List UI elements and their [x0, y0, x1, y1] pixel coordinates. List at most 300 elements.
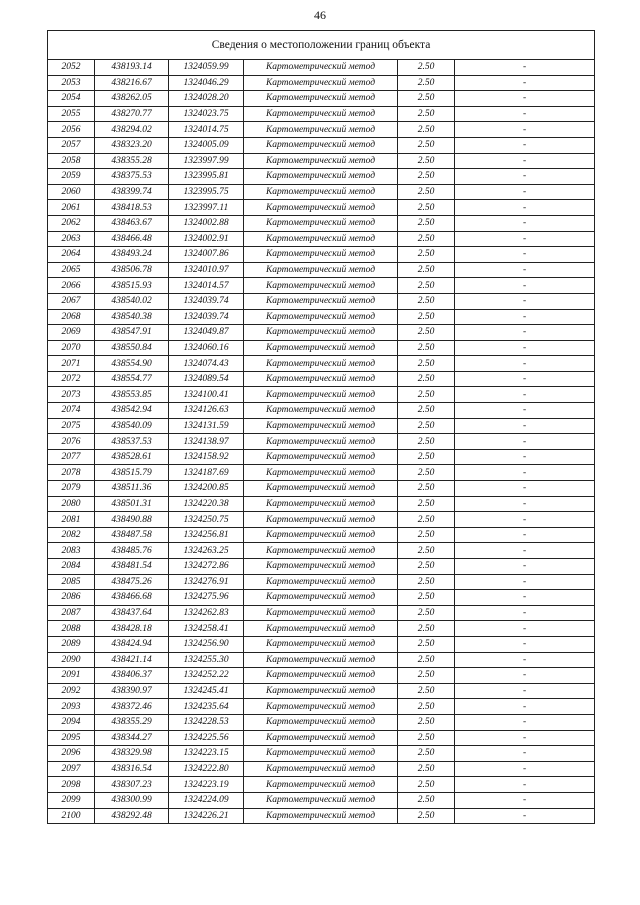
accuracy-cell: 2.50: [398, 777, 455, 793]
x-coordinate-cell: 438554.90: [95, 356, 169, 372]
method-cell: Картометрический метод: [244, 559, 398, 575]
y-coordinate-cell: 1323997.99: [169, 153, 244, 169]
accuracy-cell: 2.50: [398, 465, 455, 481]
accuracy-cell: 2.50: [398, 636, 455, 652]
y-coordinate-cell: 1324228.53: [169, 714, 244, 730]
method-cell: Картометрический метод: [244, 371, 398, 387]
point-number-cell: 2084: [48, 559, 95, 575]
x-coordinate-cell: 438485.76: [95, 543, 169, 559]
x-coordinate-cell: 438537.53: [95, 434, 169, 450]
x-coordinate-cell: 438399.74: [95, 184, 169, 200]
method-cell: Картометрический метод: [244, 465, 398, 481]
description-cell: -: [455, 590, 595, 606]
x-coordinate-cell: 438294.02: [95, 122, 169, 138]
accuracy-cell: 2.50: [398, 247, 455, 263]
description-cell: -: [455, 761, 595, 777]
description-cell: -: [455, 621, 595, 637]
y-coordinate-cell: 1324262.83: [169, 605, 244, 621]
y-coordinate-cell: 1323995.81: [169, 169, 244, 185]
description-cell: -: [455, 247, 595, 263]
table-row: [48, 122, 595, 138]
method-cell: Картометрический метод: [244, 590, 398, 606]
accuracy-cell: 2.50: [398, 153, 455, 169]
y-coordinate-cell: 1324276.91: [169, 574, 244, 590]
page-number: 46: [314, 8, 326, 22]
table-row: [48, 60, 595, 76]
method-cell: Картометрический метод: [244, 91, 398, 107]
accuracy-cell: 2.50: [398, 481, 455, 497]
point-number-cell: 2081: [48, 512, 95, 528]
x-coordinate-cell: 438216.67: [95, 75, 169, 91]
method-cell: Картометрический метод: [244, 247, 398, 263]
x-coordinate-cell: 438487.58: [95, 527, 169, 543]
method-cell: Картометрический метод: [244, 449, 398, 465]
table-row: [48, 636, 595, 652]
point-number-cell: 2098: [48, 777, 95, 793]
accuracy-cell: 2.50: [398, 512, 455, 528]
table-row: [48, 75, 595, 91]
accuracy-cell: 2.50: [398, 590, 455, 606]
x-coordinate-cell: 438540.38: [95, 309, 169, 325]
point-number-cell: 2082: [48, 527, 95, 543]
table-row: [48, 418, 595, 434]
table-row: [48, 808, 595, 824]
y-coordinate-cell: 1324158.92: [169, 449, 244, 465]
y-coordinate-cell: 1324222.80: [169, 761, 244, 777]
point-number-cell: 2087: [48, 605, 95, 621]
method-cell: Картометрический метод: [244, 340, 398, 356]
x-coordinate-cell: 438329.98: [95, 746, 169, 762]
y-coordinate-cell: 1324059.99: [169, 60, 244, 76]
y-coordinate-cell: 1324007.86: [169, 247, 244, 263]
point-number-cell: 2053: [48, 75, 95, 91]
accuracy-cell: 2.50: [398, 309, 455, 325]
table-row: [48, 387, 595, 403]
accuracy-cell: 2.50: [398, 543, 455, 559]
method-cell: Картометрический метод: [244, 137, 398, 153]
table-row: [48, 683, 595, 699]
point-number-cell: 2083: [48, 543, 95, 559]
y-coordinate-cell: 1324258.41: [169, 621, 244, 637]
y-coordinate-cell: 1324245.41: [169, 683, 244, 699]
y-coordinate-cell: 1324223.19: [169, 777, 244, 793]
x-coordinate-cell: 438262.05: [95, 91, 169, 107]
method-cell: Картометрический метод: [244, 730, 398, 746]
accuracy-cell: 2.50: [398, 60, 455, 76]
y-coordinate-cell: 1324223.15: [169, 746, 244, 762]
y-coordinate-cell: 1324256.90: [169, 636, 244, 652]
y-coordinate-cell: 1324138.97: [169, 434, 244, 450]
y-coordinate-cell: 1324235.64: [169, 699, 244, 715]
accuracy-cell: 2.50: [398, 215, 455, 231]
method-cell: Картометрический метод: [244, 792, 398, 808]
method-cell: Картометрический метод: [244, 621, 398, 637]
accuracy-cell: 2.50: [398, 449, 455, 465]
method-cell: Картометрический метод: [244, 153, 398, 169]
table-row: [48, 512, 595, 528]
description-cell: -: [455, 215, 595, 231]
table-row: [48, 371, 595, 387]
x-coordinate-cell: 438542.94: [95, 403, 169, 419]
accuracy-cell: 2.50: [398, 559, 455, 575]
description-cell: -: [455, 371, 595, 387]
table-title-row: [48, 31, 595, 60]
description-cell: -: [455, 184, 595, 200]
y-coordinate-cell: 1324028.20: [169, 91, 244, 107]
method-cell: Картометрический метод: [244, 527, 398, 543]
method-cell: Картометрический метод: [244, 356, 398, 372]
point-number-cell: 2065: [48, 262, 95, 278]
x-coordinate-cell: 438475.26: [95, 574, 169, 590]
point-number-cell: 2068: [48, 309, 95, 325]
x-coordinate-cell: 438323.20: [95, 137, 169, 153]
method-cell: Картометрический метод: [244, 262, 398, 278]
point-number-cell: 2054: [48, 91, 95, 107]
x-coordinate-cell: 438463.67: [95, 215, 169, 231]
y-coordinate-cell: 1324049.87: [169, 325, 244, 341]
method-cell: Картометрический метод: [244, 808, 398, 824]
table-row: [48, 746, 595, 762]
method-cell: Картометрический метод: [244, 605, 398, 621]
method-cell: Картометрический метод: [244, 106, 398, 122]
method-cell: Картометрический метод: [244, 574, 398, 590]
method-cell: Картометрический метод: [244, 746, 398, 762]
point-number-cell: 2091: [48, 668, 95, 684]
method-cell: Картометрический метод: [244, 496, 398, 512]
accuracy-cell: 2.50: [398, 231, 455, 247]
table-row: [48, 293, 595, 309]
boundary-coordinates-table: [47, 30, 595, 824]
y-coordinate-cell: 1324275.96: [169, 590, 244, 606]
y-coordinate-cell: 1324089.54: [169, 371, 244, 387]
point-number-cell: 2080: [48, 496, 95, 512]
description-cell: -: [455, 325, 595, 341]
accuracy-cell: 2.50: [398, 621, 455, 637]
point-number-cell: 2088: [48, 621, 95, 637]
accuracy-cell: 2.50: [398, 262, 455, 278]
description-cell: -: [455, 605, 595, 621]
description-cell: -: [455, 278, 595, 294]
description-cell: -: [455, 434, 595, 450]
x-coordinate-cell: 438515.93: [95, 278, 169, 294]
y-coordinate-cell: 1324060.16: [169, 340, 244, 356]
description-cell: -: [455, 122, 595, 138]
description-cell: -: [455, 340, 595, 356]
accuracy-cell: 2.50: [398, 293, 455, 309]
x-coordinate-cell: 438553.85: [95, 387, 169, 403]
x-coordinate-cell: 438355.29: [95, 714, 169, 730]
y-coordinate-cell: 1324272.86: [169, 559, 244, 575]
point-number-cell: 2055: [48, 106, 95, 122]
y-coordinate-cell: 1324131.59: [169, 418, 244, 434]
method-cell: Картометрический метод: [244, 636, 398, 652]
description-cell: -: [455, 106, 595, 122]
table-row: [48, 434, 595, 450]
description-cell: -: [455, 403, 595, 419]
point-number-cell: 2086: [48, 590, 95, 606]
table-row: [48, 106, 595, 122]
point-number-cell: 2072: [48, 371, 95, 387]
table-row: [48, 652, 595, 668]
description-cell: -: [455, 449, 595, 465]
table-row: [48, 543, 595, 559]
y-coordinate-cell: 1324002.88: [169, 215, 244, 231]
x-coordinate-cell: 438375.53: [95, 169, 169, 185]
y-coordinate-cell: 1324255.30: [169, 652, 244, 668]
table-row: [48, 449, 595, 465]
description-cell: -: [455, 683, 595, 699]
x-coordinate-cell: 438316.54: [95, 761, 169, 777]
accuracy-cell: 2.50: [398, 434, 455, 450]
point-number-cell: 2099: [48, 792, 95, 808]
accuracy-cell: 2.50: [398, 387, 455, 403]
description-cell: -: [455, 730, 595, 746]
x-coordinate-cell: 438372.46: [95, 699, 169, 715]
point-number-cell: 2095: [48, 730, 95, 746]
method-cell: Картометрический метод: [244, 60, 398, 76]
description-cell: -: [455, 636, 595, 652]
description-cell: -: [455, 262, 595, 278]
method-cell: Картометрический метод: [244, 512, 398, 528]
table-row: [48, 231, 595, 247]
point-number-cell: 2100: [48, 808, 95, 824]
accuracy-cell: 2.50: [398, 403, 455, 419]
table-row: [48, 590, 595, 606]
accuracy-cell: 2.50: [398, 792, 455, 808]
accuracy-cell: 2.50: [398, 91, 455, 107]
description-cell: -: [455, 777, 595, 793]
x-coordinate-cell: 438540.02: [95, 293, 169, 309]
table-row: [48, 309, 595, 325]
table-title: Сведения о местоположении границ объекта: [48, 31, 595, 60]
point-number-cell: 2064: [48, 247, 95, 263]
point-number-cell: 2096: [48, 746, 95, 762]
x-coordinate-cell: 438307.23: [95, 777, 169, 793]
x-coordinate-cell: 438300.99: [95, 792, 169, 808]
point-number-cell: 2060: [48, 184, 95, 200]
accuracy-cell: 2.50: [398, 418, 455, 434]
y-coordinate-cell: 1323997.11: [169, 200, 244, 216]
y-coordinate-cell: 1324005.09: [169, 137, 244, 153]
x-coordinate-cell: 438418.53: [95, 200, 169, 216]
y-coordinate-cell: 1324074.43: [169, 356, 244, 372]
description-cell: -: [455, 465, 595, 481]
x-coordinate-cell: 438540.09: [95, 418, 169, 434]
point-number-cell: 2079: [48, 481, 95, 497]
point-number-cell: 2073: [48, 387, 95, 403]
point-number-cell: 2063: [48, 231, 95, 247]
point-number-cell: 2076: [48, 434, 95, 450]
point-number-cell: 2094: [48, 714, 95, 730]
x-coordinate-cell: 438270.77: [95, 106, 169, 122]
method-cell: Картометрический метод: [244, 543, 398, 559]
y-coordinate-cell: 1324263.25: [169, 543, 244, 559]
table-row: [48, 325, 595, 341]
accuracy-cell: 2.50: [398, 278, 455, 294]
description-cell: -: [455, 481, 595, 497]
table-row: [48, 777, 595, 793]
method-cell: Картометрический метод: [244, 325, 398, 341]
accuracy-cell: 2.50: [398, 683, 455, 699]
y-coordinate-cell: 1324014.57: [169, 278, 244, 294]
point-number-cell: 2059: [48, 169, 95, 185]
table-row: [48, 761, 595, 777]
point-number-cell: 2062: [48, 215, 95, 231]
point-number-cell: 2071: [48, 356, 95, 372]
point-number-cell: 2066: [48, 278, 95, 294]
y-coordinate-cell: 1324224.09: [169, 792, 244, 808]
x-coordinate-cell: 438528.61: [95, 449, 169, 465]
method-cell: Картометрический метод: [244, 387, 398, 403]
accuracy-cell: 2.50: [398, 730, 455, 746]
accuracy-cell: 2.50: [398, 605, 455, 621]
description-cell: -: [455, 652, 595, 668]
description-cell: -: [455, 559, 595, 575]
method-cell: Картометрический метод: [244, 215, 398, 231]
point-number-cell: 2056: [48, 122, 95, 138]
table-row: [48, 527, 595, 543]
description-cell: -: [455, 231, 595, 247]
accuracy-cell: 2.50: [398, 325, 455, 341]
method-cell: Картометрический метод: [244, 293, 398, 309]
table-row: [48, 714, 595, 730]
table-row: [48, 621, 595, 637]
description-cell: -: [455, 75, 595, 91]
accuracy-cell: 2.50: [398, 200, 455, 216]
table-row: [48, 356, 595, 372]
accuracy-cell: 2.50: [398, 75, 455, 91]
x-coordinate-cell: 438466.68: [95, 590, 169, 606]
table-row: [48, 481, 595, 497]
description-cell: -: [455, 60, 595, 76]
y-coordinate-cell: 1324002.91: [169, 231, 244, 247]
x-coordinate-cell: 438344.27: [95, 730, 169, 746]
method-cell: Картометрический метод: [244, 309, 398, 325]
method-cell: Картометрический метод: [244, 200, 398, 216]
accuracy-cell: 2.50: [398, 496, 455, 512]
point-number-cell: 2090: [48, 652, 95, 668]
description-cell: -: [455, 496, 595, 512]
table-row: [48, 184, 595, 200]
x-coordinate-cell: 438466.48: [95, 231, 169, 247]
description-cell: -: [455, 356, 595, 372]
point-number-cell: 2078: [48, 465, 95, 481]
y-coordinate-cell: 1324226.21: [169, 808, 244, 824]
method-cell: Картометрический метод: [244, 668, 398, 684]
point-number-cell: 2093: [48, 699, 95, 715]
method-cell: Картометрический метод: [244, 777, 398, 793]
accuracy-cell: 2.50: [398, 699, 455, 715]
x-coordinate-cell: 438390.97: [95, 683, 169, 699]
y-coordinate-cell: 1324039.74: [169, 309, 244, 325]
point-number-cell: 2057: [48, 137, 95, 153]
x-coordinate-cell: 438424.94: [95, 636, 169, 652]
method-cell: Картометрический метод: [244, 481, 398, 497]
table-body: [48, 60, 595, 824]
description-cell: -: [455, 808, 595, 824]
method-cell: Картометрический метод: [244, 761, 398, 777]
point-number-cell: 2058: [48, 153, 95, 169]
method-cell: Картометрический метод: [244, 122, 398, 138]
method-cell: Картометрический метод: [244, 418, 398, 434]
table-row: [48, 792, 595, 808]
description-cell: -: [455, 792, 595, 808]
table-row: [48, 247, 595, 263]
table-row: [48, 91, 595, 107]
method-cell: Картометрический метод: [244, 231, 398, 247]
x-coordinate-cell: 438355.28: [95, 153, 169, 169]
table-row: [48, 137, 595, 153]
method-cell: Картометрический метод: [244, 169, 398, 185]
point-number-cell: 2085: [48, 574, 95, 590]
table-row: [48, 496, 595, 512]
table-row: [48, 262, 595, 278]
accuracy-cell: 2.50: [398, 106, 455, 122]
accuracy-cell: 2.50: [398, 574, 455, 590]
point-number-cell: 2089: [48, 636, 95, 652]
y-coordinate-cell: 1324014.75: [169, 122, 244, 138]
point-number-cell: 2077: [48, 449, 95, 465]
description-cell: -: [455, 309, 595, 325]
table-row: [48, 403, 595, 419]
description-cell: -: [455, 512, 595, 528]
x-coordinate-cell: 438554.77: [95, 371, 169, 387]
description-cell: -: [455, 387, 595, 403]
description-cell: -: [455, 418, 595, 434]
y-coordinate-cell: 1324010.97: [169, 262, 244, 278]
accuracy-cell: 2.50: [398, 184, 455, 200]
description-cell: -: [455, 293, 595, 309]
method-cell: Картометрический метод: [244, 278, 398, 294]
table-row: [48, 465, 595, 481]
x-coordinate-cell: 438193.14: [95, 60, 169, 76]
table-row: [48, 278, 595, 294]
y-coordinate-cell: 1324256.81: [169, 527, 244, 543]
description-cell: -: [455, 543, 595, 559]
description-cell: -: [455, 137, 595, 153]
accuracy-cell: 2.50: [398, 527, 455, 543]
x-coordinate-cell: 438550.84: [95, 340, 169, 356]
y-coordinate-cell: 1324250.75: [169, 512, 244, 528]
x-coordinate-cell: 438490.88: [95, 512, 169, 528]
y-coordinate-cell: 1324225.56: [169, 730, 244, 746]
description-cell: -: [455, 574, 595, 590]
method-cell: Картометрический метод: [244, 434, 398, 450]
x-coordinate-cell: 438511.36: [95, 481, 169, 497]
accuracy-cell: 2.50: [398, 169, 455, 185]
description-cell: -: [455, 153, 595, 169]
table-row: [48, 574, 595, 590]
point-number-cell: 2070: [48, 340, 95, 356]
x-coordinate-cell: 438437.64: [95, 605, 169, 621]
accuracy-cell: 2.50: [398, 746, 455, 762]
description-cell: -: [455, 714, 595, 730]
table-row: [48, 668, 595, 684]
point-number-cell: 2052: [48, 60, 95, 76]
point-number-cell: 2092: [48, 683, 95, 699]
y-coordinate-cell: 1324220.38: [169, 496, 244, 512]
method-cell: Картометрический метод: [244, 683, 398, 699]
y-coordinate-cell: 1324100.41: [169, 387, 244, 403]
point-number-cell: 2074: [48, 403, 95, 419]
accuracy-cell: 2.50: [398, 808, 455, 824]
accuracy-cell: 2.50: [398, 652, 455, 668]
table-row: [48, 605, 595, 621]
table-row: [48, 153, 595, 169]
method-cell: Картометрический метод: [244, 75, 398, 91]
y-coordinate-cell: 1324252.22: [169, 668, 244, 684]
description-cell: -: [455, 527, 595, 543]
